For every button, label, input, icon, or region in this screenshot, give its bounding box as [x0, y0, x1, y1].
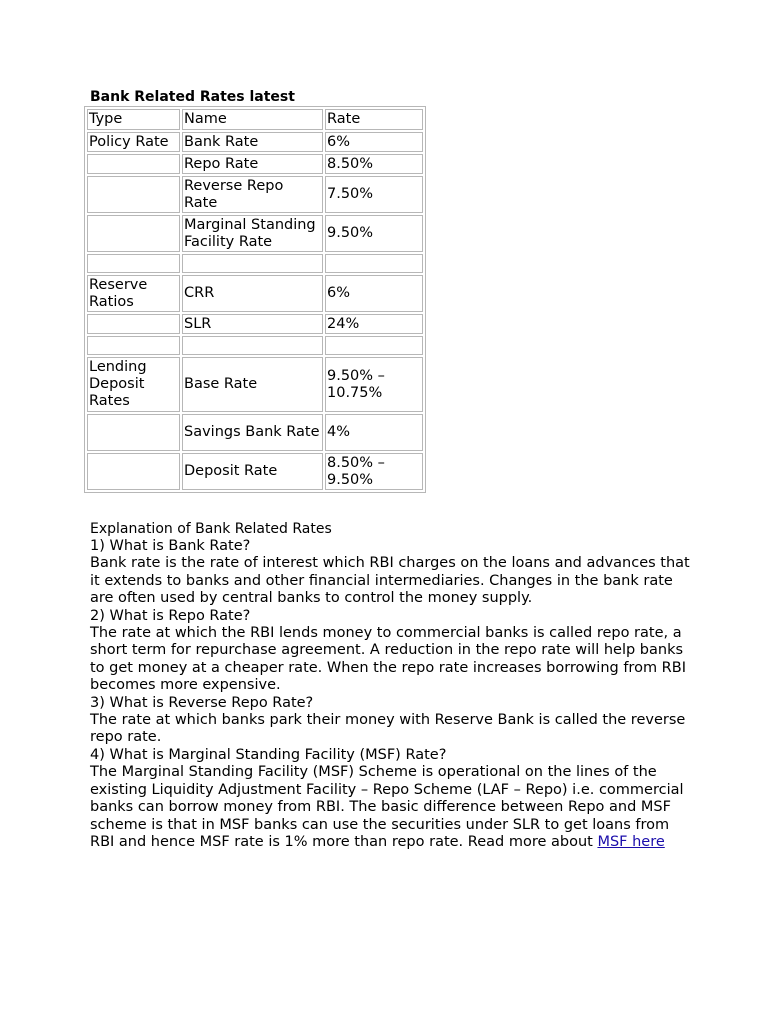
- question-repo-rate: 2) What is Repo Rate?: [90, 607, 251, 624]
- answer-msf-rate: [90, 764, 690, 851]
- table-row: [87, 275, 423, 312]
- cell-type: [87, 176, 180, 213]
- explanation-section: [90, 521, 690, 851]
- table-row: [87, 336, 423, 355]
- cell-rate: 8.50%: [325, 154, 423, 174]
- cell-name: [182, 336, 323, 355]
- cell-type: [87, 254, 180, 273]
- table-row: [87, 132, 423, 152]
- cell-rate: 6%: [325, 275, 423, 312]
- explanation-heading: Explanation of Bank Related Rates: [90, 521, 332, 537]
- msf-here-link[interactable]: MSF here: [597, 833, 665, 850]
- table-header-row: [87, 109, 423, 130]
- cell-rate: 7.50%: [325, 176, 423, 213]
- header-name: Name: [182, 109, 323, 130]
- table-row: [87, 215, 423, 252]
- cell-type: Lending Deposit Rates: [87, 357, 180, 412]
- cell-name: SLR: [182, 314, 323, 334]
- bank-rates-table: [84, 106, 426, 493]
- table-row: [87, 176, 423, 213]
- cell-name: [182, 254, 323, 273]
- table-row: [87, 314, 423, 334]
- question-bank-rate: 1) What is Bank Rate?: [90, 538, 251, 554]
- question-reverse-repo-rate: 3) What is Reverse Repo Rate?: [90, 694, 314, 711]
- answer-msf-rate-text: The Marginal Standing Facility (MSF) Scheme is operational on the lines of the existing Liquidity Adjustment Facility – Repo Scheme (LAF – Repo) i.e. commercial banks can borrow money from RBI. The basic difference between Repo and MSF scheme is that in MSF banks can use the securities under SLR to get loans from RBI and hence MSF rate is 1% more than repo rate. Read more about: [90, 764, 684, 850]
- cell-type: Reserve Ratios: [87, 275, 180, 312]
- cell-rate: 6%: [325, 132, 423, 152]
- cell-name: Marginal Standing Facility Rate: [182, 215, 323, 252]
- cell-rate: 9.50%: [325, 215, 423, 252]
- table-title: Bank Related Rates latest: [90, 89, 295, 105]
- answer-bank-rate: Bank rate is the rate of interest which RBI charges on the loans and advances that it extends to banks and other financial intermediaries. Changes in the bank rate are often used by central banks to control the money supply.: [90, 555, 690, 607]
- cell-rate: 4%: [325, 414, 423, 451]
- cell-rate: 8.50% – 9.50%: [325, 453, 423, 490]
- cell-rate: [325, 336, 423, 355]
- answer-reverse-repo-rate: The rate at which banks park their money with Reserve Bank is called the reverse repo rate.: [90, 712, 686, 746]
- cell-name: CRR: [182, 275, 323, 312]
- table-row: [87, 453, 423, 490]
- header-rate: Rate: [325, 109, 423, 130]
- cell-type: [87, 154, 180, 174]
- cell-name: Bank Rate: [182, 132, 323, 152]
- question-msf-rate: 4) What is Marginal Standing Facility (MSF) Rate?: [90, 746, 447, 763]
- cell-name: Reverse Repo Rate: [182, 176, 323, 213]
- cell-type: [87, 453, 180, 490]
- header-type: Type: [87, 109, 180, 130]
- cell-type: [87, 414, 180, 451]
- cell-type: [87, 336, 180, 355]
- cell-rate: 9.50% – 10.75%: [325, 357, 423, 412]
- answer-repo-rate: The rate at which the RBI lends money to commercial banks is called repo rate, a short term for repurchase agreement. A reduction in the repo rate will help banks to get money at a cheaper rate. When the repo rate increases borrowing from RBI becomes more expensive.: [90, 625, 686, 694]
- cell-name: Deposit Rate: [182, 453, 323, 490]
- cell-type: Policy Rate: [87, 132, 180, 152]
- table-row: [87, 414, 423, 451]
- cell-name: Base Rate: [182, 357, 323, 412]
- cell-type: [87, 314, 180, 334]
- table-row: [87, 154, 423, 174]
- cell-rate: [325, 254, 423, 273]
- cell-name: Repo Rate: [182, 154, 323, 174]
- table-row: [87, 357, 423, 412]
- cell-rate: 24%: [325, 314, 423, 334]
- cell-type: [87, 215, 180, 252]
- cell-name: Savings Bank Rate: [182, 414, 323, 451]
- table-row: [87, 254, 423, 273]
